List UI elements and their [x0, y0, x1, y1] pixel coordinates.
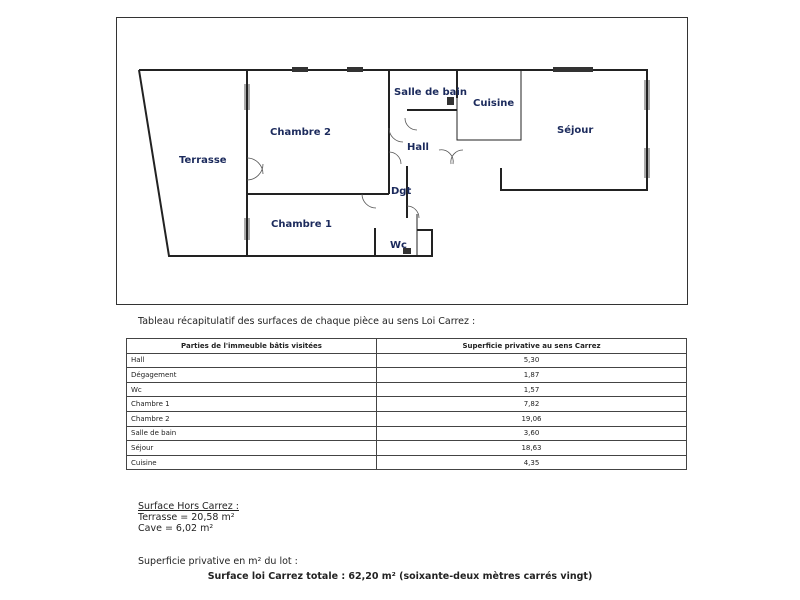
cell-room: Dégagement	[127, 368, 377, 383]
fixture-sejour	[553, 67, 593, 72]
label-dgt: Dgt	[391, 186, 412, 197]
door-hall	[389, 152, 401, 164]
fixture-1	[292, 67, 308, 72]
cell-room: Chambre 2	[127, 411, 377, 426]
label-sejour: Séjour	[557, 125, 594, 136]
label-wc: Wc	[390, 240, 407, 251]
wall-sejour	[457, 70, 647, 190]
hors-carrez-block	[138, 501, 239, 534]
cell-area: 19,06	[377, 411, 687, 426]
door-chambre2	[389, 128, 403, 142]
fixture-2	[347, 67, 363, 72]
hors-carrez-cave: Cave = 6,02 m²	[138, 523, 214, 534]
door-sdb	[405, 118, 417, 130]
header-superficie: Superficie privative au sens Carrez	[377, 339, 687, 354]
door-chambre1	[362, 194, 376, 208]
table-row	[127, 382, 687, 397]
door-cuisine	[439, 150, 463, 164]
label-terrasse: Terrasse	[179, 155, 227, 166]
label-chambre2: Chambre 2	[270, 127, 331, 138]
floor-plan	[117, 18, 689, 306]
label-salle-de-bain: Salle de bain	[394, 87, 467, 98]
door-terrace	[247, 158, 263, 180]
table-row	[127, 455, 687, 470]
table-row	[127, 353, 687, 368]
table-row	[127, 397, 687, 412]
cell-room: Séjour	[127, 441, 377, 456]
table-row	[127, 411, 687, 426]
cell-room: Chambre 1	[127, 397, 377, 412]
superficie-label: Superficie privative en m² du lot :	[138, 556, 298, 567]
cell-area: 1,87	[377, 368, 687, 383]
cell-area: 4,35	[377, 455, 687, 470]
header-parties: Parties de l'immeuble bâtis visitées	[127, 339, 377, 354]
cell-room: Wc	[127, 382, 377, 397]
cell-room: Hall	[127, 353, 377, 368]
total-carrez: Surface loi Carrez totale : 62,20 m² (soixante-deux mètres carrés vingt)	[207, 571, 593, 582]
label-hall: Hall	[407, 142, 429, 153]
table-intro: Tableau récapitulatif des surfaces de chaque pièce au sens Loi Carrez :	[138, 316, 476, 327]
cell-area: 5,30	[377, 353, 687, 368]
cell-area: 3,60	[377, 426, 687, 441]
cell-area: 1,57	[377, 382, 687, 397]
cell-area: 7,82	[377, 397, 687, 412]
hors-carrez-terrasse: Terrasse = 20,58 m²	[138, 512, 235, 523]
cell-room: Cuisine	[127, 455, 377, 470]
surface-table	[126, 338, 687, 470]
cell-room: Salle de bain	[127, 426, 377, 441]
hors-carrez-title: Surface Hors Carrez :	[138, 501, 239, 512]
table-row	[127, 368, 687, 383]
fixture-sdb	[447, 97, 454, 105]
table-row	[127, 441, 687, 456]
floor-plan-frame	[116, 17, 688, 305]
table-header-row	[127, 339, 687, 354]
table-row	[127, 426, 687, 441]
cell-area: 18,63	[377, 441, 687, 456]
label-chambre1: Chambre 1	[271, 219, 332, 230]
label-cuisine: Cuisine	[473, 98, 515, 109]
